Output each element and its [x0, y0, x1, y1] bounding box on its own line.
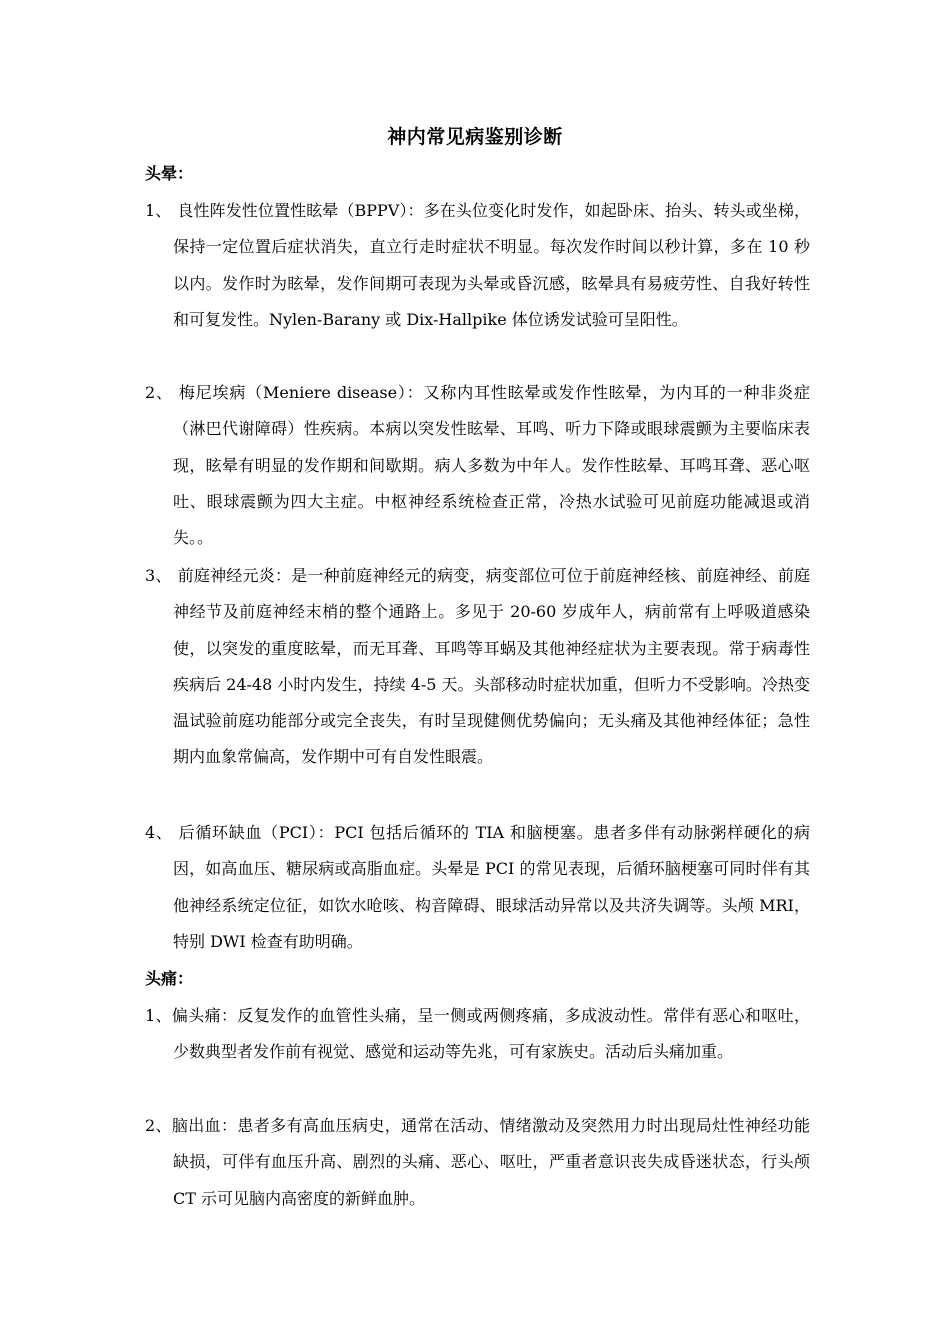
list-item-text: 偏头痛：反复发作的血管性头痛，呈一侧或两侧疼痛，多成波动性。常伴有恶心和呕吐，少数典型者发作前有视觉、感觉和运动等先兆，可有家族史。活动后头痛加重。: [171, 1006, 810, 1062]
list-item-number: 1、: [145, 1006, 172, 1025]
list-item-text: 良性阵发性位置性眩晕（BPPV）：多在头位变化时发作，如起卧床、抬头、转头或坐梯，保持一定位置后症状消失，直立行走时症状不明显。每次发作时间以秒计算，多在 10 秒以内。发作时为眩晕，发作间期可表现为头晕或昏沉感，眩晕具有易疲劳性、自我好转性和可复发性。Nylen-Barany 或 Dix-Hallpike 体位诱发试验可呈阳性。: [173, 201, 810, 329]
section-heading-dizziness: 头晕：: [145, 164, 194, 183]
list-item-number: 4、: [145, 823, 173, 842]
list-item-meniere: [145, 375, 810, 556]
list-item-migraine: [145, 998, 810, 1071]
list-item-number: 2、: [145, 383, 173, 402]
list-item-number: 2、: [145, 1116, 172, 1135]
list-item-number: 1、: [145, 201, 172, 220]
list-item-text: 后循环缺血（PCI）：PCI 包括后循环的 TIA 和脑梗塞。患者多伴有动脉粥样硬化的病因，如高血压、糖尿病或高脂血症。头晕是 PCI 的常见表现，后循环脑梗塞可同时伴有其他神经系统定位征，如饮水呛咳、构音障碍、眼球活动异常以及共济失调等。头颅 MRI，特别 DWI 检查有助明确。: [173, 823, 810, 951]
section-heading-headache: 头痛：: [145, 969, 194, 988]
list-item-cerebral-hemorrhage: [145, 1108, 810, 1217]
list-item-text: 脑出血：患者多有高血压病史，通常在活动、情绪激动及突然用力时出现局灶性神经功能缺损，可伴有血压升高、剧烈的头痛、恶心、呕吐，严重者意识丧失成昏迷状态，行头颅 CT 示可见脑内高密度的新鲜血肿。: [171, 1116, 810, 1208]
list-item-bppv: [145, 193, 810, 338]
list-item-text: 前庭神经元炎：是一种前庭神经元的病变，病变部位可位于前庭神经核、前庭神经、前庭神经节及前庭神经末梢的整个通路上。多见于 20-60 岁成年人，病前常有上呼吸道感染使，以突发的重度眩晕，而无耳聋、耳鸣等耳蜗及其他神经症状为主要表现。常于病毒性疾病后 24-48 小时内发生，持续 4-5 天。头部移动时症状加重，但听力不受影响。冷热变温试验前庭功能部分或完全丧失，有时呈现健侧优势偏向；无头痛及其他神经体征；急性期内血象常偏高，发作期中可有自发性眼震。: [173, 566, 810, 767]
list-item-pci: [145, 815, 810, 960]
list-item-text: 梅尼埃病（Meniere disease）：又称内耳性眩晕或发作性眩晕，为内耳的一种非炎症（淋巴代谢障碍）性疾病。本病以突发性眩晕、耳鸣、听力下降或眼球震颤为主要临床表现，眩晕有明显的发作期和间歇期。病人多数为中年人。发作性眩晕、耳鸣耳聋、恶心呕吐、眼球震颤为四大主症。中枢神经系统检查正常，冷热水试验可见前庭功能减退或消失。。: [173, 383, 810, 548]
list-item-number: 3、: [145, 566, 172, 585]
list-item-vestibular-neuritis: [145, 558, 810, 776]
document-title: 神内常见病鉴别诊断: [387, 126, 563, 148]
